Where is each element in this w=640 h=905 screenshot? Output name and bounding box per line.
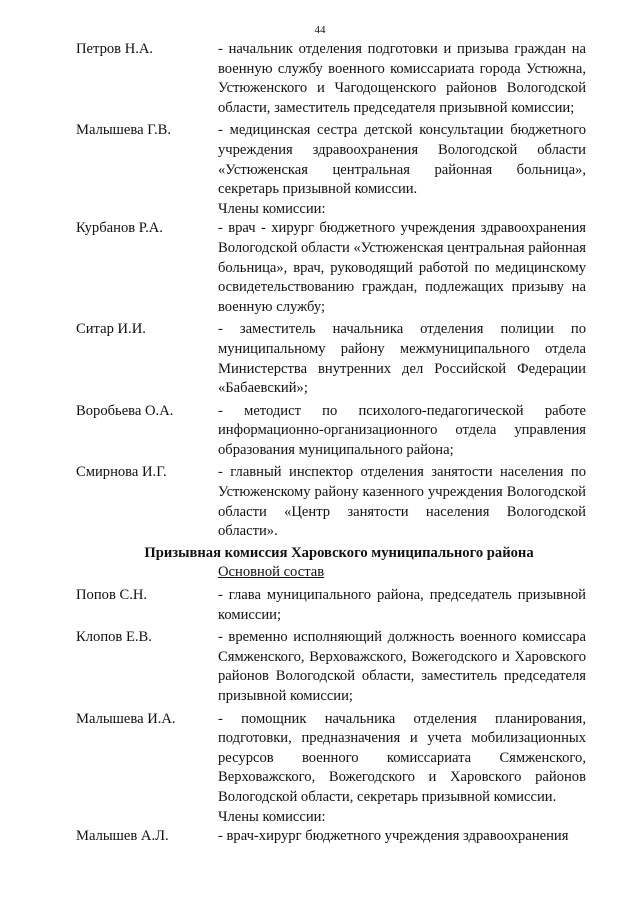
commission-entry xyxy=(76,710,586,808)
commission-entry xyxy=(76,628,586,706)
person-name: Попов С.Н. xyxy=(76,587,148,604)
members-heading: Члены комиссии: xyxy=(218,808,326,825)
person-name: Малышев А.Л. xyxy=(76,828,169,845)
person-role: - помощник начальника отделения планирования, подготовки, предназначения и учета мобилизационных ресурсов военного комиссариата Сямженского, Верховажского, Вожегодского и Харовского районов Вологодской области, секретарь призывной комиссии. xyxy=(218,710,586,805)
main-composition-label: Основной состав xyxy=(218,564,325,581)
person-name: Смирнова И.Г. xyxy=(76,464,167,481)
person-name: Ситар И.И. xyxy=(76,321,146,338)
commission-entry xyxy=(76,586,586,625)
person-name: Воробьева О.А. xyxy=(76,402,174,419)
page-number: 44 xyxy=(314,24,326,36)
person-role: - медицинская сестра детской консультации бюджетного учреждения здравоохранения Вологодской области «Устюженская центральная районная больница», секретарь призывной комиссии. xyxy=(218,122,586,198)
commission-entry xyxy=(76,40,586,118)
person-role: - глава муниципального района, председатель призывной комиссии; xyxy=(218,587,586,623)
person-role: - главный инспектор отделения занятости населения по Устюженскому району казенного учреждения Вологодской области «Центр занятости населения Вологодской области». xyxy=(218,464,586,540)
member-entry xyxy=(76,463,586,541)
member-entry xyxy=(76,320,586,398)
person-role: - врач - хирург бюджетного учреждения здравоохранения Вологодской области «Устюженская центральная районная больница», врач, руководящий работой по медицинскому освидетельствованию граждан, подлежащих призыву на военную службу; xyxy=(218,220,586,315)
person-name: Малышева И.А. xyxy=(76,710,176,727)
person-role: - начальник отделения подготовки и призыва граждан на военную службу военного комиссариата города Устюжна, Устюженского и Чагодощенского районов Вологодской области, заместитель председателя призывной комиссии; xyxy=(218,41,586,116)
person-name: Курбанов Р.А. xyxy=(76,220,163,237)
member-entry xyxy=(76,827,586,847)
person-name: Петров Н.А. xyxy=(76,41,154,57)
member-entry xyxy=(76,219,586,317)
person-name: Малышева Г.В. xyxy=(76,122,172,139)
section-subtitle xyxy=(76,563,586,583)
person-role: - врач-хирург бюджетного учреждения здравоохранения xyxy=(218,828,569,845)
person-role: - временно исполняющий должность военного комиссара Сямженского, Верховажского, Вожегодского и Харовского районов Вологодской области, заместитель председателя призывной комиссии; xyxy=(218,629,586,704)
section-title: Призывная комиссия Харовского муниципального района xyxy=(144,544,534,561)
person-name: Клопов Е.В. xyxy=(76,629,152,646)
person-role: - заместитель начальника отделения полиции по муниципальному району межмуниципального отдела Министерства внутренних дел Российской Федерации «Бабаевский»; xyxy=(218,321,586,397)
document-body xyxy=(76,40,586,847)
commission-entry xyxy=(76,121,586,199)
members-heading: Члены комиссии: xyxy=(218,200,326,217)
person-role: - методист по психолого-педагогической работе информационно-организационного отдела управления образования муниципального района; xyxy=(218,402,586,458)
member-entry xyxy=(76,402,586,461)
